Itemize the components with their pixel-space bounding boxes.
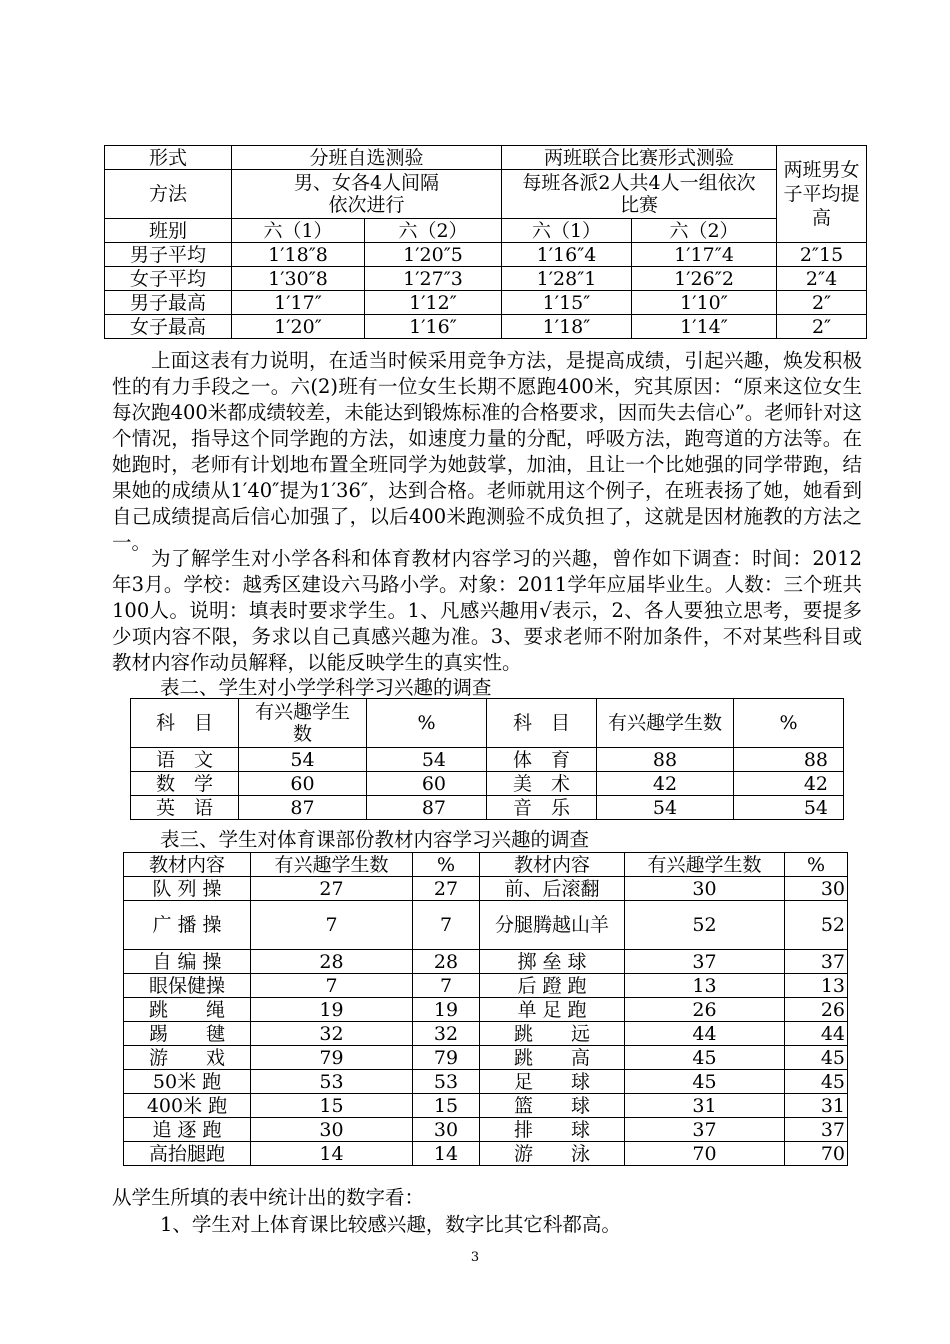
cell: 1′18″ xyxy=(502,315,632,339)
cell: 54 xyxy=(734,796,844,820)
cell: 1′20″ xyxy=(232,315,365,339)
header-cell: 有兴趣学生数 xyxy=(597,699,734,748)
cell: 1′14″ xyxy=(632,315,777,339)
cell: 单 足 跑 xyxy=(480,998,625,1022)
cell: 数 学 xyxy=(131,772,239,796)
row-label: 男子最高 xyxy=(105,291,232,315)
table-row xyxy=(124,1142,848,1166)
row-label: 女子最高 xyxy=(105,315,232,339)
table-row xyxy=(131,772,844,796)
header-cell: 有兴趣学生数 xyxy=(625,853,785,877)
cell: 37 xyxy=(785,950,848,974)
header-cell: 科 目 xyxy=(487,699,597,748)
cell: 游 戏 xyxy=(124,1046,251,1070)
cell: 游 泳 xyxy=(480,1142,625,1166)
cell: 音 乐 xyxy=(487,796,597,820)
conclusion-intro: 从学生所填的表中统计出的数字看： xyxy=(112,1186,425,1209)
class-cell: 六（2） xyxy=(365,219,502,243)
table-row xyxy=(124,1046,848,1070)
table-row xyxy=(124,901,848,950)
cell: 跳 绳 xyxy=(124,998,251,1022)
cell: 7 xyxy=(251,901,413,950)
cell: 14 xyxy=(251,1142,413,1166)
cell: 54 xyxy=(597,796,734,820)
cell: 1′27″3 xyxy=(365,267,502,291)
cell: 70 xyxy=(625,1142,785,1166)
header-class: 班别 xyxy=(105,219,232,243)
cell: 32 xyxy=(251,1022,413,1046)
cell: 追 逐 跑 xyxy=(124,1118,251,1142)
cell: 52 xyxy=(785,901,848,950)
cell: 后 蹬 跑 xyxy=(480,974,625,998)
cell: 13 xyxy=(785,974,848,998)
table-row xyxy=(105,315,867,339)
cell: 44 xyxy=(625,1022,785,1046)
cell: 排 球 xyxy=(480,1118,625,1142)
table-row xyxy=(124,974,848,998)
cell: 踢 毽 xyxy=(124,1022,251,1046)
cell: 30 xyxy=(625,877,785,901)
cell: 400米 跑 xyxy=(124,1094,251,1118)
cell: 7 xyxy=(413,901,480,950)
cell: 美 术 xyxy=(487,772,597,796)
table-row xyxy=(105,291,867,315)
header-average-improvement: 两班男女子平均提高 xyxy=(777,146,867,243)
header-cell: % xyxy=(734,699,844,748)
table-row xyxy=(105,243,867,267)
paragraph-competition: 上面这表有力说明，在适当时候采用竞争方法，是提高成绩，引起兴趣，焕发积极性的有力手段之一。六(2)班有一位女生长期不愿跑400米，究其原因：“原来这位女生每次跑400米都成绩较差，未能达到锻炼标准的合格要求，因而失去信心”。老师针对这个情况，指导这个同学跑的方法，如速度力量的分配，呼吸方法，跑弯道的方法等。在她跑时，老师有计划地布置全班同学为她鼓掌，加油，且让一个比她强的同学带跑，结果她的成绩从1′40″提为1′36″，达到合格。老师就用这个例子，在班表扬了她，她看到自己成绩提高后信心加强了，以后400米跑测验不成负担了，这就是因材施教的方法之一。 xyxy=(112,349,862,554)
race-results-table xyxy=(104,145,867,339)
cell: 15 xyxy=(251,1094,413,1118)
cell: 79 xyxy=(251,1046,413,1070)
cell: 2″ xyxy=(777,315,867,339)
cell: 27 xyxy=(413,877,480,901)
header-method: 方法 xyxy=(105,170,232,219)
cell: 广 播 操 xyxy=(124,901,251,950)
table-row xyxy=(124,877,848,901)
cell: 1′18″8 xyxy=(232,243,365,267)
table-row xyxy=(124,1070,848,1094)
cell: 53 xyxy=(251,1070,413,1094)
cell: 30 xyxy=(251,1118,413,1142)
cell: 篮 球 xyxy=(480,1094,625,1118)
cell: 30 xyxy=(413,1118,480,1142)
header-cell: 有兴趣学生数 xyxy=(239,699,367,748)
class-cell: 六（1） xyxy=(502,219,632,243)
conclusion-point-1: 1、学生对上体育课比较感兴趣，数字比其它科都高。 xyxy=(160,1213,621,1236)
class-cell: 六（2） xyxy=(632,219,777,243)
cell: 28 xyxy=(251,950,413,974)
split-method: 男、女各4人间隔依次进行 xyxy=(232,170,502,219)
table-row xyxy=(105,267,867,291)
cell: 前、后滚翻 xyxy=(480,877,625,901)
cell: 26 xyxy=(785,998,848,1022)
joint-method: 每班各派2人共4人一组依次比赛 xyxy=(502,170,777,219)
cell: 54 xyxy=(367,748,487,772)
cell: 英 语 xyxy=(131,796,239,820)
cell: 31 xyxy=(785,1094,848,1118)
header-cell: % xyxy=(785,853,848,877)
cell: 1′15″ xyxy=(502,291,632,315)
cell: 37 xyxy=(625,1118,785,1142)
cell: 1′16″ xyxy=(365,315,502,339)
header-form: 形式 xyxy=(105,146,232,170)
cell: 54 xyxy=(239,748,367,772)
cell: 眼保健操 xyxy=(124,974,251,998)
cell: 1′12″ xyxy=(365,291,502,315)
cell: 87 xyxy=(367,796,487,820)
header-joint-test: 两班联合比赛形式测验 xyxy=(502,146,777,170)
cell: 88 xyxy=(734,748,844,772)
pe-content-interest-table xyxy=(123,852,848,1166)
cell: 31 xyxy=(625,1094,785,1118)
cell: 7 xyxy=(251,974,413,998)
cell: 50米 跑 xyxy=(124,1070,251,1094)
paragraph-survey: 为了解学生对小学各科和体育教材内容学习的兴趣，曾作如下调查：时间：2012年3月。学校：越秀区建设六马路小学。对象：2011学年应届毕业生。人数：三个班共100人。说明：填表时要求学生。1、凡感兴趣用√表示，2、各人要独立思考，要提多少项内容不限，务求以自己真感兴趣为准。3、要求老师不附加条件，不对某些科目或教材内容作动员解释，以能反映学生的真实性。 xyxy=(112,547,862,674)
table3-caption: 表三、学生对体育课部份教材内容学习兴趣的调查 xyxy=(160,828,590,851)
cell: 7 xyxy=(413,974,480,998)
table-row xyxy=(131,796,844,820)
cell: 27 xyxy=(251,877,413,901)
cell: 2″15 xyxy=(777,243,867,267)
cell: 19 xyxy=(251,998,413,1022)
cell: 30 xyxy=(785,877,848,901)
cell: 45 xyxy=(785,1070,848,1094)
cell: 高抬腿跑 xyxy=(124,1142,251,1166)
cell: 1′17″ xyxy=(232,291,365,315)
header-cell: 教材内容 xyxy=(480,853,625,877)
cell: 跳 远 xyxy=(480,1022,625,1046)
cell: 60 xyxy=(367,772,487,796)
header-cell: % xyxy=(413,853,480,877)
cell: 88 xyxy=(597,748,734,772)
header-cell: 教材内容 xyxy=(124,853,251,877)
cell: 45 xyxy=(625,1046,785,1070)
table-row xyxy=(124,1022,848,1046)
table-row xyxy=(131,748,844,772)
cell: 19 xyxy=(413,998,480,1022)
cell: 60 xyxy=(239,772,367,796)
table2-caption: 表二、学生对小学学科学习兴趣的调查 xyxy=(160,676,492,699)
cell: 42 xyxy=(597,772,734,796)
cell: 70 xyxy=(785,1142,848,1166)
cell: 分腿腾越山羊 xyxy=(480,901,625,950)
table-row xyxy=(124,950,848,974)
cell: 1′28″1 xyxy=(502,267,632,291)
table-row xyxy=(124,1094,848,1118)
cell: 53 xyxy=(413,1070,480,1094)
cell: 37 xyxy=(785,1118,848,1142)
cell: 体 育 xyxy=(487,748,597,772)
table-row xyxy=(124,998,848,1022)
header-split-test: 分班自选测验 xyxy=(232,146,502,170)
row-label: 男子平均 xyxy=(105,243,232,267)
cell: 语 文 xyxy=(131,748,239,772)
cell: 32 xyxy=(413,1022,480,1046)
cell: 14 xyxy=(413,1142,480,1166)
cell: 87 xyxy=(239,796,367,820)
header-cell: % xyxy=(367,699,487,748)
cell: 2″4 xyxy=(777,267,867,291)
cell: 掷 垒 球 xyxy=(480,950,625,974)
cell: 1′10″ xyxy=(632,291,777,315)
cell: 13 xyxy=(625,974,785,998)
cell: 跳 高 xyxy=(480,1046,625,1070)
table-row xyxy=(124,1118,848,1142)
cell: 1′16″4 xyxy=(502,243,632,267)
cell: 79 xyxy=(413,1046,480,1070)
cell: 28 xyxy=(413,950,480,974)
cell: 1′17″4 xyxy=(632,243,777,267)
cell: 44 xyxy=(785,1022,848,1046)
cell: 2″ xyxy=(777,291,867,315)
header-cell: 有兴趣学生数 xyxy=(251,853,413,877)
cell: 26 xyxy=(625,998,785,1022)
cell: 队 列 操 xyxy=(124,877,251,901)
cell: 37 xyxy=(625,950,785,974)
cell: 45 xyxy=(625,1070,785,1094)
page-number: 3 xyxy=(470,1250,480,1265)
cell: 1′30″8 xyxy=(232,267,365,291)
row-label: 女子平均 xyxy=(105,267,232,291)
cell: 足 球 xyxy=(480,1070,625,1094)
cell: 自 编 操 xyxy=(124,950,251,974)
cell: 15 xyxy=(413,1094,480,1118)
cell: 1′26″2 xyxy=(632,267,777,291)
header-cell: 科 目 xyxy=(131,699,239,748)
cell: 1′20″5 xyxy=(365,243,502,267)
cell: 45 xyxy=(785,1046,848,1070)
subject-interest-table xyxy=(130,698,844,820)
cell: 52 xyxy=(625,901,785,950)
cell: 42 xyxy=(734,772,844,796)
class-cell: 六（1） xyxy=(232,219,365,243)
